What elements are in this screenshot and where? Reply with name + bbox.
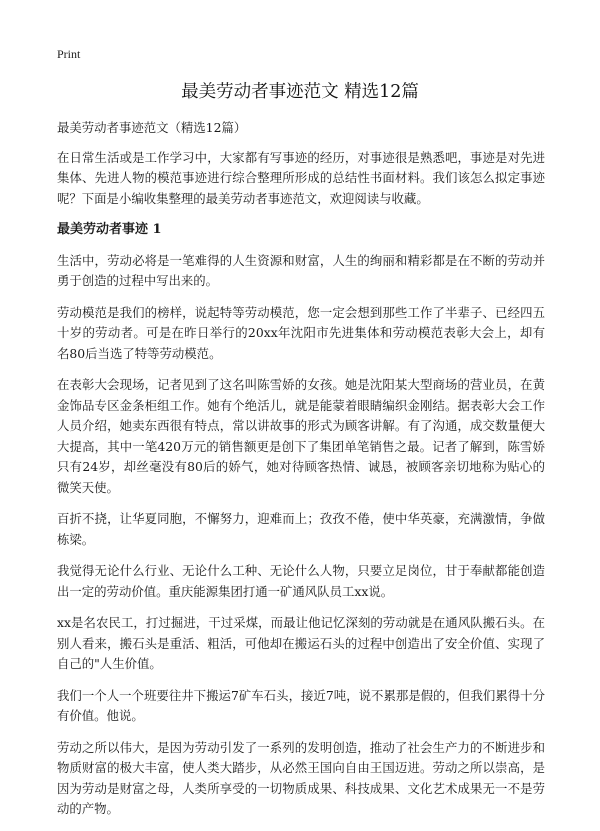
body-paragraph: xx是名农民工，打过掘进，干过采煤，而最让他记忆深刻的劳动就是在通风队搬石头。在别人看来，搬石头是重活、粗活，可他却在搬运石头的过程中创造出了安全价值、实现了自己的"人生价值。 [57,615,545,671]
document-subtitle: 最美劳动者事迹范文（精选12篇） [57,120,247,135]
section-heading-1: 最美劳动者事迹 1 [57,222,162,237]
body-paragraph: 我们一个人一个班要往井下搬运7矿车石头，接近7吨，说不累那是假的，但我们累得十分有价值。他说。 [57,687,545,723]
body-paragraph: 在表彰大会现场，记者见到了这名叫陈雪娇的女孩。她是沈阳某大型商场的营业员，在黄金饰品专区金条柜组工作。她有个绝活儿，就是能蒙着眼睛编织金刚结。据表彰大会工作人员介绍，她卖东西很有特点，常以讲故事的形式为顾客讲解。有了沟通，成交数量便大大提高，其中一笔420万元的销售额更是创下了集团单笔销售之最。记者了解到，陈雪娇只有24岁，却丝毫没有80后的娇气，她对待顾客热情、诚恳，被顾客亲切地称为贴心的微笑天使。 [57,377,545,495]
body-paragraph: 劳动模范是我们的榜样，说起特等劳动模范，您一定会想到那些工作了半辈子、已经四五十岁的劳动者。可是在昨日举行的20xx年沈阳市先进集体和劳动模范表彰大会上，却有名80后当选了特等劳动模范。 [57,304,545,361]
body-paragraph: 百折不挠，让华夏同胞，不懈努力，迎难而上；孜孜不倦，使中华英豪，充满激情，争做栋梁。 [57,511,545,547]
document-title: 最美劳动者事迹范文 精选12篇 [181,82,419,102]
document-body [57,118,545,831]
body-paragraph: 我觉得无论什么行业、无论什么工种、无论什么人物，只要立足岗位，甘于奉献都能创造出一定的劳动价值。重庆能源集团打通一矿通风队员工xx说。 [57,563,545,599]
print-link[interactable]: Print [57,47,81,61]
body-paragraph: 劳动之所以伟大，是因为劳动引发了一系列的发明创造，推动了社会生产力的不断进步和物质财富的极大丰富，使人类大踏步，从必然王国向自由王国迈进。劳动之所以崇高，是因为劳动是财富之母，人类所享受的一切物质成果、科技成果、文化艺术成果无一不是劳动的产物。 [57,739,545,816]
intro-paragraph: 在日常生活或是工作学习中，大家都有写事迹的经历，对事迹很是熟悉吧，事迹是对先进集体、先进人物的模范事迹进行综合整理所形成的总结性书面材料。我们该怎么拟定事迹呢？下面是小编收集整理的最美劳动者事迹范文，欢迎阅读与收藏。 [57,149,545,206]
body-paragraph: 生活中，劳动必将是一笔难得的人生资源和财富，人生的绚丽和精彩都是在不断的劳动并勇于创造的过程中写出来的。 [57,252,545,288]
